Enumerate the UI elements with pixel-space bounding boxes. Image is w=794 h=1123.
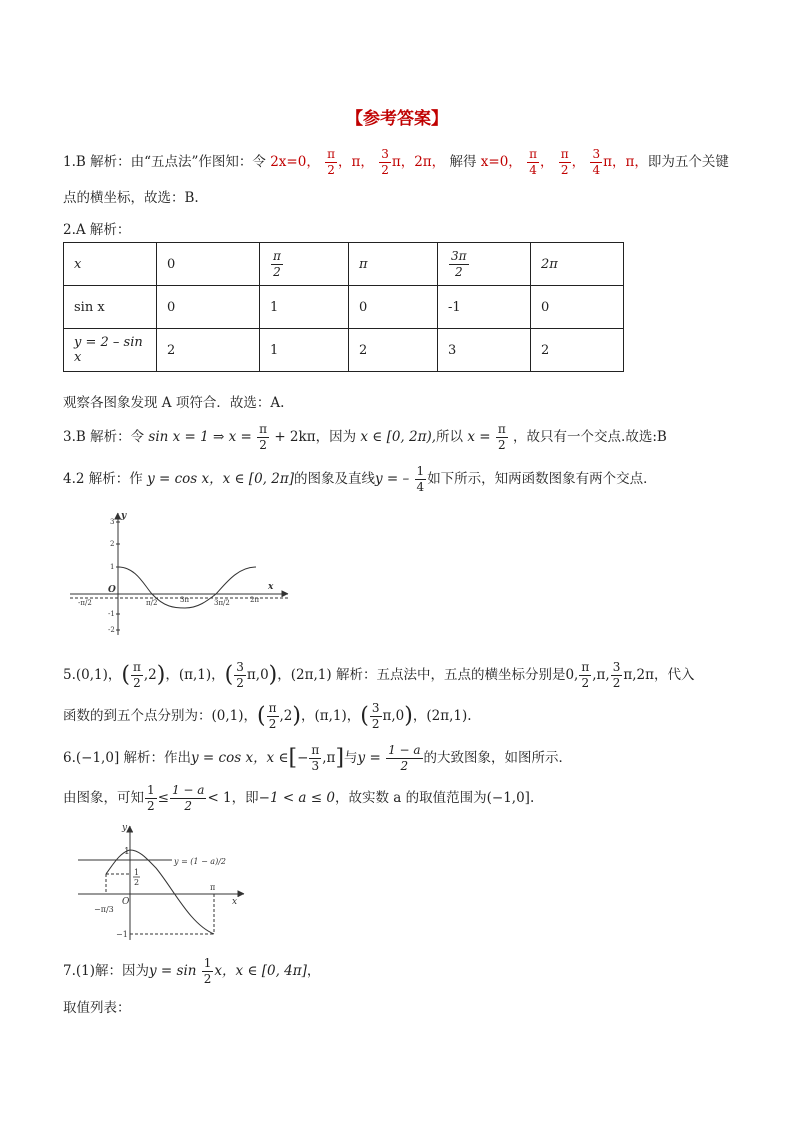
fraction: $\frac{3}{2}$ bbox=[612, 660, 621, 690]
answer-6-line-2: 由图象，可知 $\frac{1}{2}$ ≤ $\frac{1 - a}{2}$ < 1，即−1 < a ≤ 0，故实数 a 的取值范围为(−1,0]. bbox=[63, 783, 535, 813]
fraction: $\frac{\pi}{2}$ bbox=[497, 422, 506, 452]
y-tick: 1 bbox=[110, 563, 115, 571]
cosine-graph-2 bbox=[76, 820, 252, 944]
table-row: x 0 $\frac{\pi}{2}$ π $\frac{3\pi}{2}$ 2π bbox=[64, 243, 624, 286]
fraction: $\frac{1}{2}$ bbox=[147, 783, 155, 813]
y-axis-label: y bbox=[121, 511, 127, 521]
origin-label: O bbox=[108, 585, 116, 595]
pi-label: π bbox=[210, 883, 216, 892]
table-row: y = 2 – sin x 2 1 2 3 2 bbox=[64, 329, 624, 372]
cosine-graph bbox=[66, 505, 294, 641]
fraction: $\frac{3}{4}$ bbox=[592, 147, 601, 177]
line-label: y = (1 − a)/2 bbox=[174, 857, 226, 866]
fraction: $\frac{3}{2}$ bbox=[371, 701, 380, 731]
answer-2-conclusion: 观察各图象发现 A 项符合．故选：A. bbox=[63, 395, 285, 411]
value-table bbox=[63, 242, 624, 372]
one-label: 1 bbox=[124, 847, 130, 857]
fraction: $\frac{\pi}{2}$ bbox=[560, 147, 569, 177]
y-tick: 3 bbox=[110, 518, 115, 526]
answer-1-line-2: 点的横坐标，故选：B. bbox=[63, 190, 199, 206]
fraction: $\frac{\pi}{3}$ bbox=[311, 743, 320, 773]
answer-4: 4.2 解析：作 y = cos x，x ∈ [0, 2π]的图象及直线y = – $\frac{1}{4}$ 如下所示，知两函数图象有两个交点． bbox=[63, 464, 657, 494]
fraction: $\frac{1}{2}$ bbox=[203, 956, 212, 986]
half-den: 2 bbox=[134, 878, 140, 887]
origin-label: O bbox=[122, 897, 130, 907]
answer-7-line-2: 取值列表： bbox=[63, 1000, 131, 1016]
fraction: $\frac{3}{2}$ bbox=[381, 147, 389, 177]
answer-5-line-1: 5.(0,1)，( $\frac{\pi}{2}$ ,2)，(π,1)，( $\frac{3}{2}$ π,0)，(2π,1) 解析：五点法中，五点的横坐标分别是0, $\frac{\pi}{2}$ ,π, $\frac{3}{2}$ π,2π，代入 bbox=[63, 660, 695, 690]
x-tick: 3π/2 bbox=[214, 599, 230, 607]
x-tick: 2π bbox=[250, 596, 260, 604]
y-tick: -1 bbox=[108, 610, 115, 618]
x-tick: -π/2 bbox=[78, 599, 92, 607]
x-tick: 3π bbox=[180, 596, 190, 604]
answer-7-line-1: 7.(1)解：因为y = sin $\frac{1}{2}$ x，x ∈ [0, 4π]， bbox=[63, 956, 321, 986]
table-row: sin x 0 1 0 -1 0 bbox=[64, 286, 624, 329]
x-axis-label: x bbox=[232, 897, 238, 907]
answer-5-line-2: 函数的到五个点分别为：(0,1)，( $\frac{\pi}{2}$ ,2)，(π,1)，( $\frac{3}{2}$ π,0)，(2π,1). bbox=[63, 701, 472, 731]
x-axis-label: x bbox=[268, 582, 274, 592]
neg-pi-over-3: −π/3 bbox=[94, 905, 114, 914]
fraction: $\frac{\pi}{2}$ bbox=[259, 422, 268, 452]
fraction: $\frac{\pi}{2}$ bbox=[268, 701, 277, 731]
fraction: $\frac{\pi}{2}$ bbox=[327, 147, 336, 177]
answer-3: 3.B 解析：令 sin x = 1 ⇒ x = $\frac{\pi}{2}$ + 2kπ，因为 x ∈ [0, 2π),所以 x = $\frac{\pi}{2}$ ，故只有一个交点.故选:B bbox=[63, 422, 667, 452]
fraction: $\frac{3}{2}$ bbox=[236, 660, 244, 690]
y-tick: 2 bbox=[110, 540, 115, 548]
y-tick: -2 bbox=[108, 626, 115, 634]
fraction: $\frac{\pi}{2}$ bbox=[133, 660, 141, 690]
fraction: $\frac{\pi}{2}$ bbox=[581, 660, 590, 690]
answer-1-line-1: 1.B 解析：由“五点法”作图知：令 2x=0， $\frac{\pi}{2}$ ，π， $\frac{3}{2}$ π，2π， 解得 x=0， $\frac{\pi}{4}$ ， $\frac{\pi}{2}$ ， $\frac{3}{4}$ π，π，即为五个关键 bbox=[63, 147, 729, 177]
neg-one-label: −1 bbox=[116, 930, 128, 939]
answer-6-line-1: 6.(−1,0] 解析：作出y = cos x，x ∈[− $\frac{\pi}{3}$ ,π]与y = $\frac{1 - a}{2}$ 的大致图象，如图所示． bbox=[63, 743, 573, 773]
fraction: $\frac{1 - a}{2}$ bbox=[171, 783, 205, 813]
fraction: $\frac{1 - a}{2}$ bbox=[388, 743, 421, 773]
fraction: $\frac{1}{4}$ bbox=[416, 464, 425, 494]
y-axis-label: y bbox=[122, 823, 128, 833]
half-num: 1 bbox=[134, 868, 140, 877]
x-tick: π/2 bbox=[146, 599, 158, 607]
page-title: 【参考答案】 bbox=[346, 109, 448, 129]
answer-2-label: 2.A 解析： bbox=[63, 222, 131, 238]
fraction: $\frac{\pi}{4}$ bbox=[529, 147, 537, 177]
